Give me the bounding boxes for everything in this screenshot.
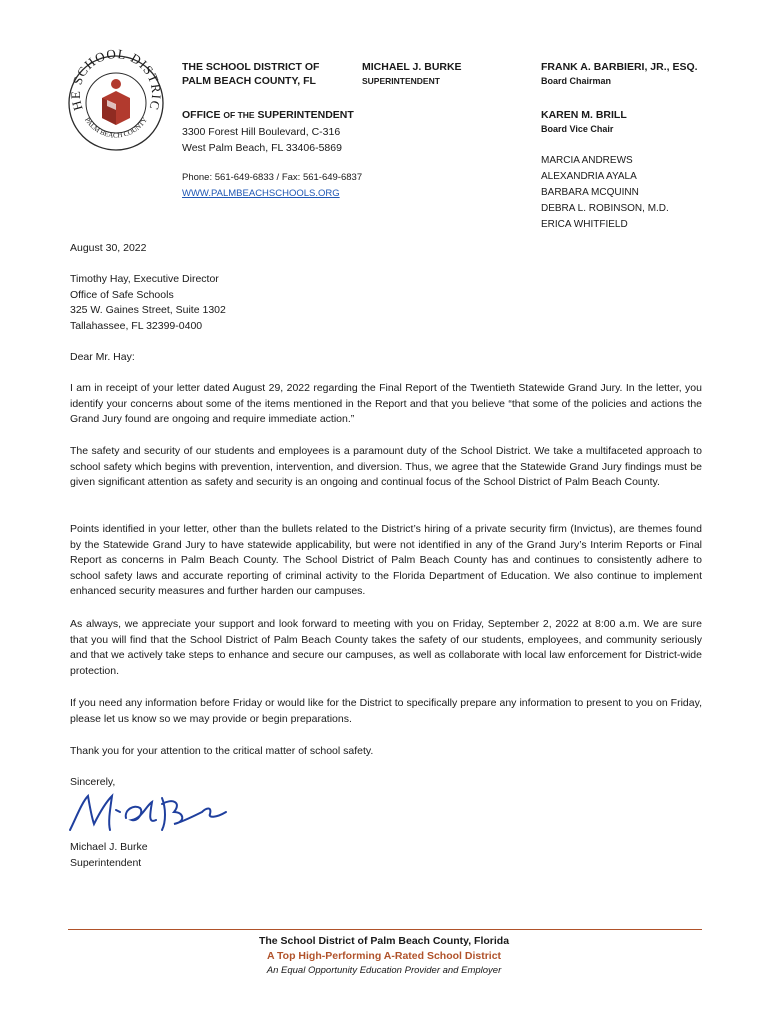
board-member: BARBARA MCQUINN xyxy=(541,187,639,198)
district-seal-logo xyxy=(66,48,166,154)
letter-date: August 30, 2022 xyxy=(70,242,147,254)
signature xyxy=(62,788,252,840)
board-member: ALEXANDRIA AYALA xyxy=(541,171,637,182)
address-line1: 3300 Forest Hill Boulevard, C-316 xyxy=(182,126,341,138)
paragraph-2: The safety and security of our students and employees is a paramount duty of the School District. We take a multifaceted approach to school safety which begins with prevention, intervention, and diversion. Thus, we agree that the Statewide Grand Jury findings must be given significant attention as safety and security is an ongoing and continual focus of the School District of Palm Beach County. xyxy=(70,445,702,488)
signer-name: Michael J. Burke xyxy=(70,841,148,853)
recipient-line: 325 W. Gaines Street, Suite 1302 xyxy=(70,304,226,316)
chair-title: Board Chairman xyxy=(541,76,612,86)
vice-chair-block xyxy=(541,108,627,136)
footer-tagline: A Top High-Performing A-Rated School District xyxy=(266,950,502,962)
salutation: Dear Mr. Hay: xyxy=(70,351,135,363)
paragraph-3: Points identified in your letter, other than the bullets related to the District’s hiring of a private security firm (Invictus), are themes found by the Statewide Grand Jury to have statewide applicability, but were not identified in any of the Grand Jury’s Interim Reports or Final Report as concerns in Palm Beach County. The School District of Palm Beach County has and continues to consistently adhere to school safety laws and accurate reporting of criminal activity to the Florida Department of Education. We also continue to implement enhanced security measures and further harden our campuses. xyxy=(70,523,702,597)
chair-name: FRANK A. BARBIERI, JR., ESQ. xyxy=(541,61,698,73)
superintendent-name: MICHAEL J. BURKE xyxy=(362,61,462,73)
paragraph-1: I am in receipt of your letter dated August 29, 2022 regarding the Final Report of the Twentieth Statewide Grand Jury. In the letter, you identify your concerns about some of the items mentioned in the Report and that you believe “that some of the policies and actions the Grand Jury found are ongoing and require immediate action.” xyxy=(70,382,702,425)
svg-text:THE SCHOOL DISTRICT: HE SCHOOL DISTRIC xyxy=(67,48,165,113)
closing: Sincerely, xyxy=(70,776,116,788)
footer xyxy=(0,934,768,978)
board-members-list xyxy=(541,153,669,233)
office-address-block xyxy=(182,108,354,155)
signer-block xyxy=(70,840,148,871)
recipient-line: Timothy Hay, Executive Director xyxy=(70,273,219,285)
board-member: MARCIA ANDREWS xyxy=(541,155,633,166)
signer-title: Superintendent xyxy=(70,856,142,869)
district-name-line1: THE SCHOOL DISTRICT OF xyxy=(182,61,320,73)
district-name-line2: PALM BEACH COUNTY, FL xyxy=(182,75,316,87)
footer-eoe: An Equal Opportunity Education Provider and Employer xyxy=(266,965,502,976)
office-title: OFFICE OF THE SUPERINTENDENT xyxy=(182,109,354,121)
website-link[interactable]: WWW.PALMBEACHSCHOOLS.ORG xyxy=(182,188,340,199)
board-member: ERICA WHITFIELD xyxy=(541,219,628,230)
paragraph-6: Thank you for your attention to the critical matter of school safety. xyxy=(70,745,374,757)
superintendent-block xyxy=(362,60,462,88)
footer-divider xyxy=(68,929,702,930)
board-member: DEBRA L. ROBINSON, M.D. xyxy=(541,203,669,214)
vice-chair-name: KAREN M. BRILL xyxy=(541,109,627,121)
paragraph-5: If you need any information before Friday or would like for the District to specifically prepare any information to present to you on Friday, please let us know so we may provide or begin preparations. xyxy=(70,697,702,725)
vice-chair-title: Board Vice Chair xyxy=(541,124,614,134)
svg-text:PALM BEACH COUNTY: PALM BEACH COUNTY xyxy=(83,116,149,140)
board-chair-block xyxy=(541,60,698,88)
contact-block xyxy=(182,170,362,202)
superintendent-title: SUPERINTENDENT xyxy=(362,76,440,86)
footer-district-name: The School District of Palm Beach County, Florida xyxy=(258,935,510,947)
recipient-line: Tallahassee, FL 32399-0400 xyxy=(70,319,203,332)
address-line2: West Palm Beach, FL 33406-5869 xyxy=(182,142,342,154)
district-name-block xyxy=(182,60,319,88)
recipient-line: Office of Safe Schools xyxy=(70,288,174,301)
recipient-address xyxy=(70,272,226,334)
paragraph-4: As always, we appreciate your support and look forward to meeting with you on Friday, September 2, 2022 at 8:00 a.m. We are sure that you will find that the School District of Palm Beach County takes the safety of our students, employees, and community seriously and that we actively take steps to enhance and secure our campuses, as well as collaborate with local law enforcement for District-wide protection. xyxy=(70,618,702,677)
phone-fax: Phone: 561-649-6833 / Fax: 561-649-6837 xyxy=(182,172,363,183)
